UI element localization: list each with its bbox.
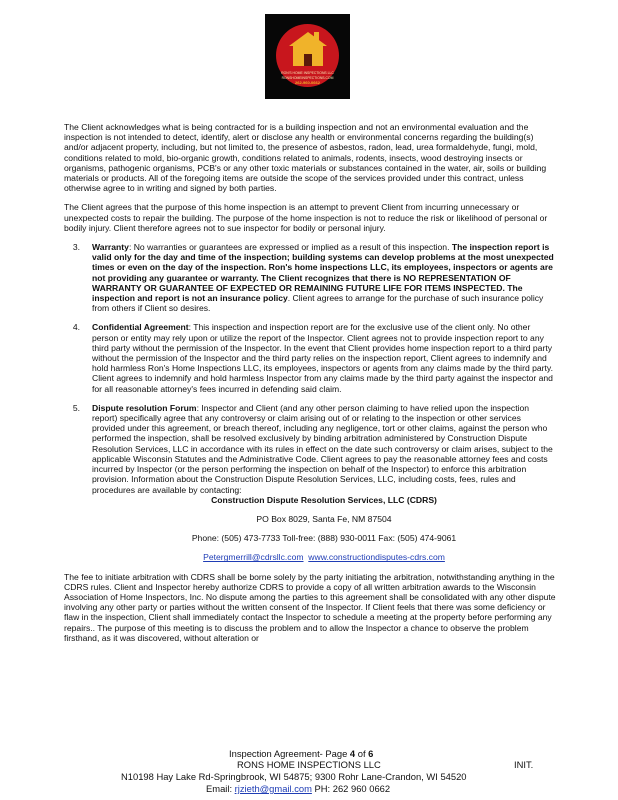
footer-email-link[interactable]: rjzieth@gmail.com (234, 783, 312, 794)
cdrs-organization: Construction Dispute Resolution Services, LLC (CDRS) (211, 494, 437, 505)
footer-company-name: RONS HOME INSPECTIONS LLC (237, 759, 381, 770)
logo-website: RONSHOMEINSPECTIONS.COM (281, 76, 334, 80)
footer-contact: Email: rjzieth@gmail.com PH: 262 960 0662 (206, 783, 391, 794)
section-number: 5. (72, 402, 80, 413)
section-text: : Inspector and Client (and any other person claiming to have relied upon the inspection report) specifically agree that any controversy or claim arising out of or relating to the inspection or other services provided under this agreement, or breach thereof, including any negligence, tort or other claims, against the person who performed the inspection, shall be resolved exclusively by binding arbitration administered by Construction Dispute Resolution Services, LLC in accordance with its rules in effect on the date such controversy or claim arises, subject to the applicable Wisconsin Statutes and the Administrative Code. Client agrees to pay the reasonable attorney fees and costs incurred by Inspector (or the person performing the inspection on behalf of the Inspector) to enforce this arbitration provision. Information about the Construction Dispute Resolution Services, LLC, including costs, fees, rules and procedures are available by contacting: (92, 402, 553, 495)
cdrs-phones: Phone: (505) 473-7733 Toll-free: (888) 930-0011 Fax: (505) 474-9061 (191, 533, 457, 544)
intro-paragraph-environmental: The Client acknowledges what is being contracted for is a building inspection and not an environmental evaluation and the inspection is not intended to detect, identify, alert or disclose any health or environmental concerns regarding the building(s) and/or adjacent property, including, but not limited to, the presence of asbestos, radon, lead, urea formaldehyde, fungi, mold, conditions related to mold, bio-organic growth, conditions related to animals, rodents, insects, wood destroying insects or organisms, pathogenic organisms, PCB's or any other toxic materials or substances contained in the water, air, soils or building materials or products. All of the foregoing items are outside the scope of the services provided under this contract, unless otherwise agree to in writing and signed by both parties. (64, 122, 547, 194)
section-bold-text: The inspection report is valid only for the day and time of the inspection; building systems can develop problems at the most unexpected times or even on the day of the inspection. Ron's home inspections LLC, its employees, inspectors or agents are not providing any guarantee or warranty. The Client recognizes that there is NO REPRESENTATION OF WARRANTY OR GUARANTEE OF EXPECTED OR REMAINING FUTURE LIFE FOR ITEMS INSPECTED. The inspection and report is not an insurance policy (92, 242, 554, 304)
footer-initials-label: INIT. (514, 759, 534, 770)
section-dispute-resolution (64, 403, 556, 563)
section-warranty (64, 242, 556, 313)
company-logo (265, 14, 350, 99)
section-text-end: . Client agrees to arrange for the purchase of such insurance policy from others if Client so desires. (92, 293, 544, 314)
cdrs-website-link[interactable]: www.constructiondisputes-cdrs.com (308, 552, 445, 563)
closing-paragraph: The fee to initiate arbitration with CDRS shall be borne solely by the party initiating the arbitration, notwithstanding anything in the CDRS rules. Client and Inspector hereby authorize CDRS to provide a copy of all written arbitration awards to the Wisconsin Association of Home Inspectors, Inc. No dispute among the parties to this agreement shall be consolidated with any other dispute involving any other party or parties without the written consent of the Inspector. If Client feels that there was some deficiency or flaw in the inspection, Client shall immediately contact the Inspector to schedule a meeting at the property before performing any repairs.. The purpose of this meeting is to discuss the problem and to allow the Inspector a chance to observe the problem firsthand, as it was discovered, without alteration or (64, 571, 556, 643)
page-indicator: Inspection Agreement- Page 4 of 6 (229, 748, 374, 759)
section-heading: Warranty (92, 242, 129, 253)
cdrs-email-link[interactable]: Petergmerrill@cdrsllc.com (203, 552, 304, 563)
agreement-body (64, 122, 556, 652)
section-confidential (64, 322, 556, 393)
logo-door (304, 54, 312, 66)
footer-phone: PH: 262 960 0662 (311, 783, 391, 794)
section-heading: Confidential Agreement (92, 322, 189, 333)
page-number: 4 (349, 748, 356, 759)
section-number: 3. (72, 242, 80, 253)
cdrs-address: PO Box 8029, Santa Fe, NM 87504 (256, 513, 392, 524)
section-heading: Dispute resolution Forum (92, 402, 197, 413)
page-total: 6 (368, 748, 374, 759)
logo-phone: 262-960-0662 (295, 80, 320, 85)
footer-addresses: N10198 Hay Lake Rd-Springbrook, WI 54875; 9300 Rohr Lane-Crandon, WI 54520 (121, 771, 467, 782)
logo-company-name: RON'S HOME INSPECTIONS LLC (281, 71, 334, 75)
section-text: : No warranties or guarantees are expressed or implied as a result of this inspection. (128, 242, 452, 253)
logo-roof (289, 32, 327, 46)
intro-paragraph-purpose: The Client agrees that the purpose of this home inspection is an attempt to prevent Client from incurring unnecessary or unexpected costs to repair the building. The purpose of the home inspection is not to reduce the risk or likelihood of personal or bodily injury. Client therefore agrees not to sue inspector for bodily or personal injury. (64, 202, 548, 233)
section-text: : This inspection and inspection report are for the exclusive use of the client only. No other person or entity may rely upon or utilize the report of the Inspector. Client agrees not to provide inspection report to any third party without the permission of the Inspector. In the event that Client provides home inspection report to a third party without the permission of the Inspector and the third party relies on the inspection report, Client agrees to indemnify and hold harmless Ron's Home Inspections LLC, its employees, inspectors or agents from any claims made by the third party. Client agrees to indemnify and hold harmless Inspector from any claims made by the third party against the inspector and for all reasonable attorney's fees incurred in defending said claim. (92, 322, 553, 394)
cdrs-contact-links (92, 552, 556, 562)
section-number: 4. (72, 322, 80, 333)
